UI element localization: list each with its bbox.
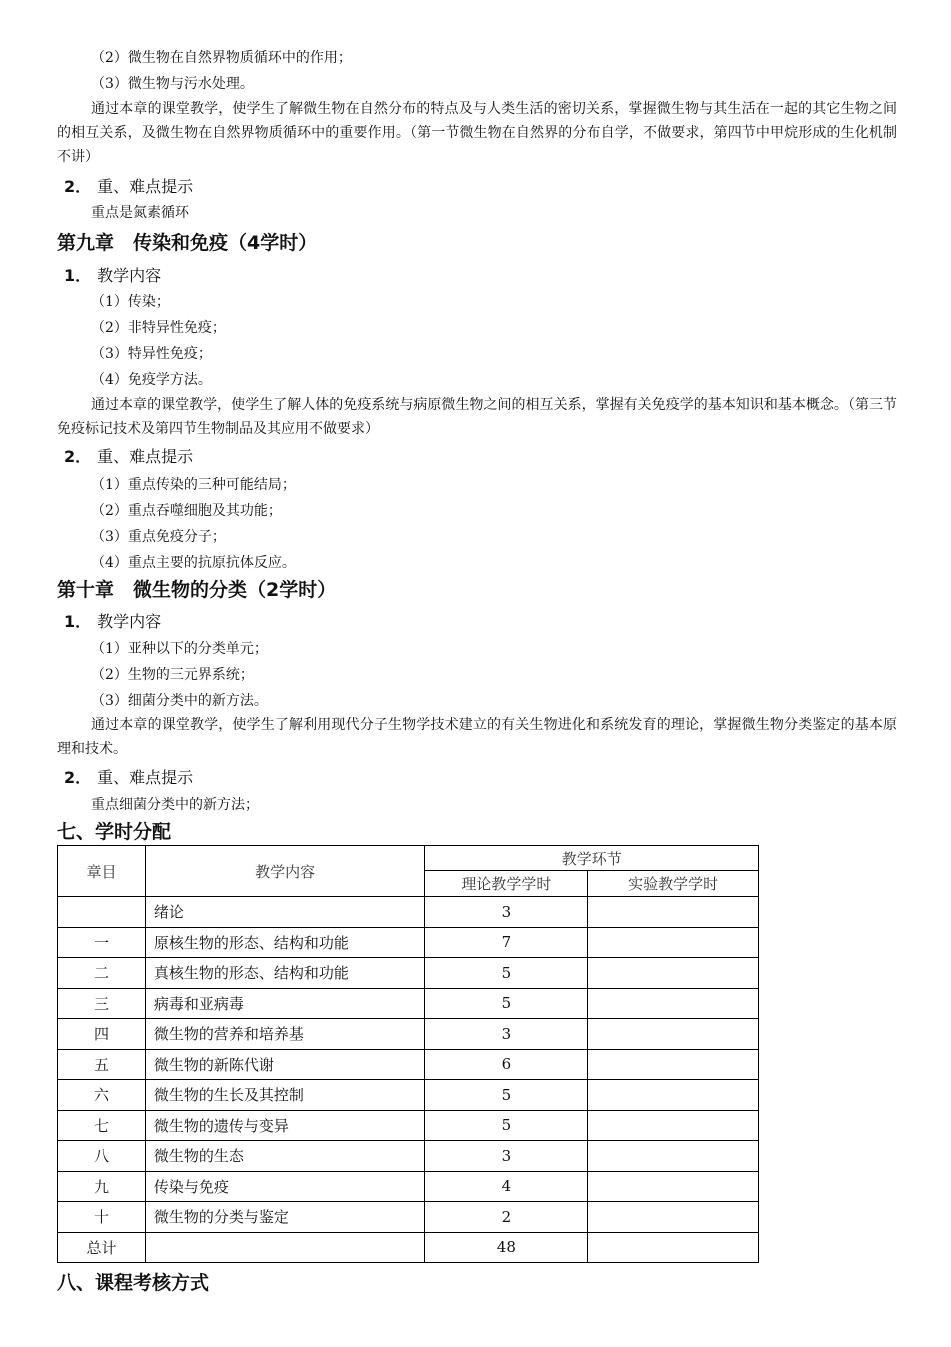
ch10-item-2: （2）生物的三元界系统； — [91, 667, 254, 683]
ch9-key-heading — [64, 446, 193, 468]
ch10-content-heading — [64, 611, 161, 633]
table-row — [58, 1049, 759, 1080]
row-chapter: 四 — [58, 1019, 146, 1050]
row-content: 微生物的营养和培养基 — [145, 1019, 425, 1050]
row-content: 病毒和亚病毒 — [145, 988, 425, 1019]
row-chapter: 十 — [58, 1202, 146, 1233]
row-lab — [588, 1141, 759, 1172]
row-content: 微生物的遗传与变异 — [145, 1110, 425, 1141]
ch9-item-1: （1）传染； — [91, 294, 170, 310]
row-lab — [588, 1049, 759, 1080]
row-content: 微生物的生长及其控制 — [145, 1080, 425, 1111]
ch10-item-1: （1）亚种以下的分类单元； — [91, 641, 268, 657]
ch9-item-4: （4）免疫学方法。 — [91, 372, 212, 388]
row-theory: 5 — [425, 958, 588, 989]
ch10-content-num: 1． — [64, 612, 92, 631]
row-chapter: 九 — [58, 1171, 146, 1202]
row-content: 绪论 — [145, 897, 425, 928]
row-content: 真核生物的形态、结构和功能 — [145, 958, 425, 989]
ch10-key-heading — [64, 767, 193, 789]
ch9-key-num: 2． — [64, 447, 92, 466]
ch9-key-title: 重、难点提示 — [97, 447, 194, 466]
row-chapter: 二 — [58, 958, 146, 989]
ch9-content-num: 1． — [64, 266, 92, 285]
ch8-item-2: （2）微生物在自然界物质循环中的作用； — [91, 50, 352, 66]
row-theory: 3 — [425, 1141, 588, 1172]
row-lab — [588, 988, 759, 1019]
ch9-key-item-1: （1）重点传染的三种可能结局； — [91, 477, 296, 493]
row-lab — [588, 958, 759, 989]
table-header-row — [58, 846, 759, 871]
row-content: 微生物的生态 — [145, 1141, 425, 1172]
ch8-key-heading — [64, 176, 193, 198]
header-content: 教学内容 — [145, 846, 425, 897]
table-row — [58, 1141, 759, 1172]
ch10-item-3: （3）细菌分类中的新方法。 — [91, 693, 268, 709]
row-theory: 3 — [425, 1019, 588, 1050]
row-theory: 6 — [425, 1049, 588, 1080]
row-theory: 7 — [425, 927, 588, 958]
row-content — [145, 1232, 425, 1263]
row-lab — [588, 1232, 759, 1263]
hours-allocation-table — [57, 845, 759, 1263]
table-total-row — [58, 1232, 759, 1263]
row-lab — [588, 1019, 759, 1050]
sec8-title: 八、课程考核方式 — [57, 1272, 210, 1294]
ch9-content-heading — [64, 265, 161, 287]
row-theory: 2 — [425, 1202, 588, 1233]
row-chapter: 六 — [58, 1080, 146, 1111]
ch9-key-item-4: （4）重点主要的抗原抗体反应。 — [91, 555, 296, 571]
table-row — [58, 927, 759, 958]
table-row — [58, 897, 759, 928]
row-lab — [588, 1080, 759, 1111]
ch10-key-text: 重点细菌分类中的新方法； — [91, 797, 259, 813]
row-lab — [588, 1202, 759, 1233]
row-lab — [588, 1171, 759, 1202]
table-row — [58, 1019, 759, 1050]
ch8-paragraph: 通过本章的课堂教学，使学生了解微生物在自然分布的特点及与人类生活的密切关系，掌握微生物与其生活在一起的其它生物之间的相互关系，及微生物在自然界物质循环中的重要作用。（第一节微生物在自然界的分布自学，不做要求，第四节中甲烷形成的生化机制不讲） — [57, 101, 897, 165]
ch9-title: 第九章 传染和免疫（4学时） — [57, 232, 318, 254]
ch8-item-3: （3）微生物与污水处理。 — [91, 76, 254, 92]
header-teaching-group: 教学环节 — [425, 846, 759, 871]
table-row — [58, 1110, 759, 1141]
row-content: 传染与免疫 — [145, 1171, 425, 1202]
table-row — [58, 1080, 759, 1111]
row-lab — [588, 897, 759, 928]
table-row — [58, 958, 759, 989]
header-lab-hours: 实验教学学时 — [588, 871, 759, 897]
row-theory: 4 — [425, 1171, 588, 1202]
row-lab — [588, 1110, 759, 1141]
ch8-key-title: 重、难点提示 — [97, 177, 194, 196]
sec7-title: 七、学时分配 — [57, 821, 172, 843]
row-content: 微生物的新陈代谢 — [145, 1049, 425, 1080]
ch10-content-title: 教学内容 — [97, 612, 162, 631]
ch9-content-title: 教学内容 — [97, 266, 162, 285]
row-chapter: 五 — [58, 1049, 146, 1080]
ch10-key-num: 2． — [64, 768, 92, 787]
row-chapter: 总计 — [58, 1232, 146, 1263]
row-theory: 3 — [425, 897, 588, 928]
ch9-key-item-2: （2）重点吞噬细胞及其功能； — [91, 503, 282, 519]
table-row — [58, 988, 759, 1019]
row-theory: 5 — [425, 1110, 588, 1141]
ch9-paragraph: 通过本章的课堂教学，使学生了解人体的免疫系统与病原微生物之间的相互关系，掌握有关免疫学的基本知识和基本概念。（第三节免疫标记技术及第四节生物制品及其应用不做要求） — [57, 397, 897, 437]
row-chapter: 七 — [58, 1110, 146, 1141]
row-theory: 48 — [425, 1232, 588, 1263]
row-chapter: 一 — [58, 927, 146, 958]
table-row — [58, 1202, 759, 1233]
ch9-item-2: （2）非特异性免疫； — [91, 320, 226, 336]
row-content: 微生物的分类与鉴定 — [145, 1202, 425, 1233]
row-chapter: 三 — [58, 988, 146, 1019]
row-content: 原核生物的形态、结构和功能 — [145, 927, 425, 958]
row-lab — [588, 927, 759, 958]
row-chapter: 八 — [58, 1141, 146, 1172]
table-row — [58, 1171, 759, 1202]
ch8-key-text: 重点是氮素循环 — [91, 205, 189, 221]
row-theory: 5 — [425, 988, 588, 1019]
ch10-key-title: 重、难点提示 — [97, 768, 194, 787]
ch8-key-num: 2． — [64, 177, 92, 196]
row-chapter — [58, 897, 146, 928]
header-theory-hours: 理论教学学时 — [425, 871, 588, 897]
header-chapter: 章目 — [58, 846, 146, 897]
ch10-paragraph: 通过本章的课堂教学，使学生了解利用现代分子生物学技术建立的有关生物进化和系统发育的理论，掌握微生物分类鉴定的基本原理和技术。 — [57, 717, 897, 757]
row-theory: 5 — [425, 1080, 588, 1111]
ch10-title: 第十章 微生物的分类（2学时） — [57, 579, 337, 601]
ch9-key-item-3: （3）重点免疫分子； — [91, 529, 226, 545]
ch9-item-3: （3）特异性免疫； — [91, 346, 212, 362]
